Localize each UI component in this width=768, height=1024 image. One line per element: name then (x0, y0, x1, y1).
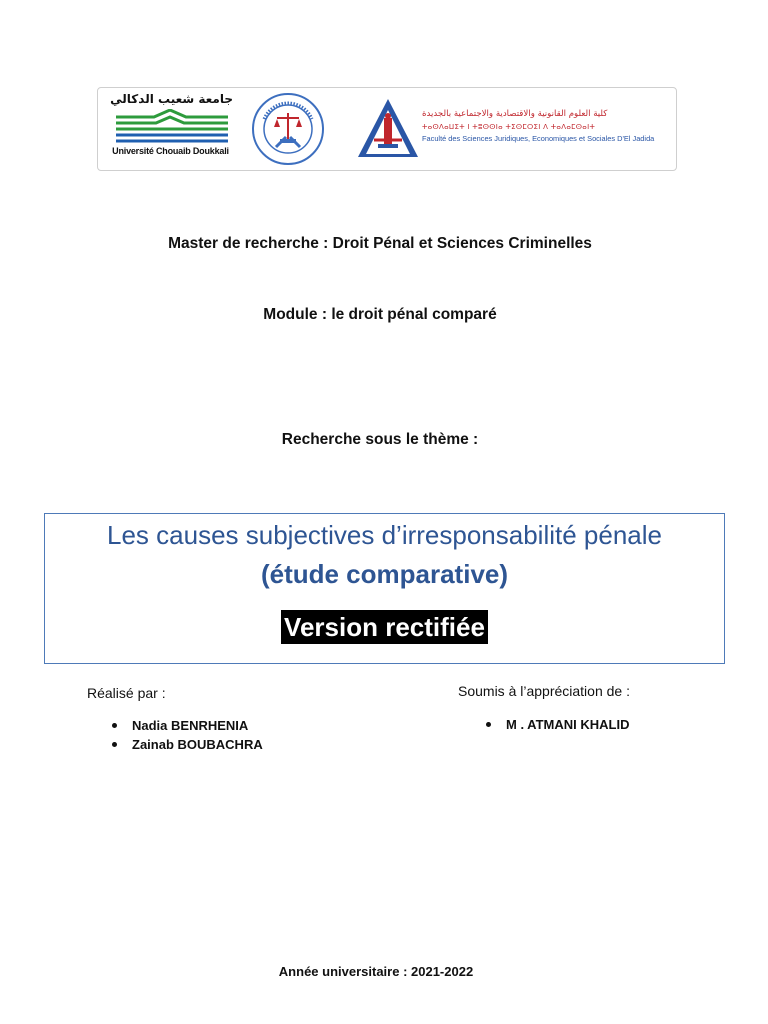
title-box (44, 513, 725, 664)
ucd-french-name: Université Chouaib Doukkali (112, 146, 229, 156)
supervisor-label: Soumis à l’appréciation de : (458, 683, 630, 699)
master-seal-logo (250, 91, 326, 167)
author-item: Zainab BOUBACHRA (108, 735, 263, 754)
faculty-logo (356, 94, 670, 164)
master-heading: Master de recherche : Droit Pénal et Sciences Criminelles (168, 235, 592, 252)
supervisor-list (482, 715, 629, 734)
title-line-1: Les causes subjectives d’irresponsabilité pénale (107, 520, 662, 550)
faculty-arabic-name: كلية العلوم القانونية والاقتصادية والاجتماعية بالجديدة (422, 109, 608, 119)
authors-list (108, 716, 263, 754)
theme-heading: Recherche sous le thème : (281, 431, 479, 448)
header-logo-strip (97, 87, 677, 171)
ucd-logo (108, 92, 233, 166)
supervisor-item: M . ATMANI KHALID (482, 715, 629, 734)
title-line-2: (étude comparative) (260, 559, 509, 589)
faculty-french-name: Faculté des Sciences Juridiques, Economiques et Sociales D'El Jadida (422, 134, 655, 143)
author-item: Nadia BENRHENIA (108, 716, 263, 735)
version-badge: Version rectifiée (281, 610, 488, 644)
authors-label: Réalisé par : (87, 685, 166, 701)
ucd-arabic-name: جامعة شعيب الدكالي (110, 92, 233, 106)
ucd-waves-icon (114, 109, 230, 143)
faculty-emblem-icon (356, 96, 420, 160)
faculty-tifinagh-name: ⵜⴰⵙⴷⴰⵡⵉⵜ ⵏ ⵜⵓⵙⵙⵏⴰ ⵜⵉⵙⵎⵔⵉⵏ ⴷ ⵜⴰⴷⴰⵎⵙⴰⵏⵜ (422, 123, 596, 131)
module-heading: Module : le droit pénal comparé (263, 306, 497, 323)
academic-year: Année universitaire : 2021-2022 (278, 964, 474, 979)
